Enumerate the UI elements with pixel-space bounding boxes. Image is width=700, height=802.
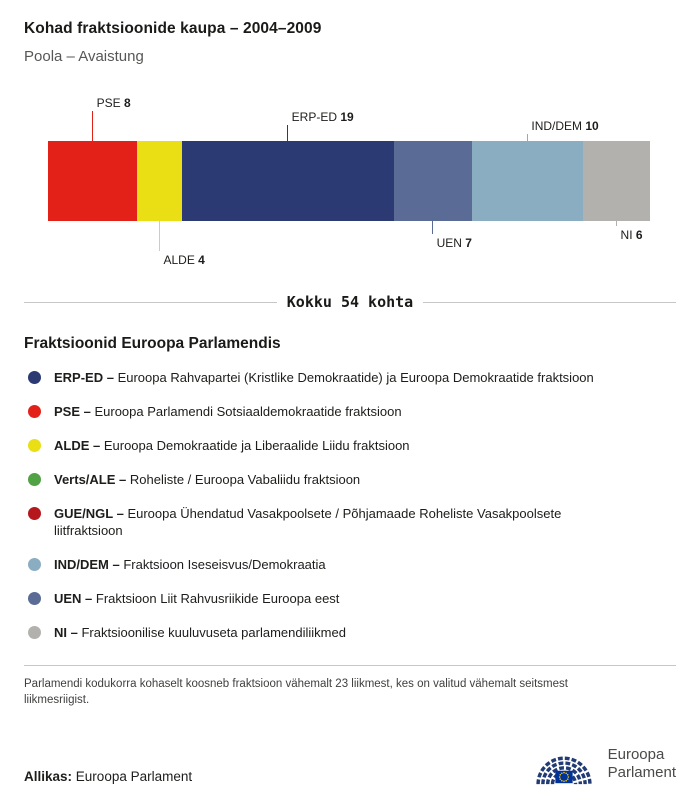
legend-color-dot-verts-ale [28,473,41,486]
legend-item-text: NI – Fraktsioonilise kuuluvuseta parlamendiliikmed [54,625,346,640]
bar-segment-alde [137,141,182,221]
ep-hemicycle-icon [530,740,598,788]
legend-color-dot-gue-ngl [28,507,41,520]
ep-logo-line1: Euroopa [607,746,665,763]
legend-item-text: IND/DEM – Fraktsioon Iseseisvus/Demokraatia [54,557,326,572]
callout-line-erp-ed [287,125,289,141]
bar-label-erp-ed: ERP-ED 19 [291,110,354,124]
footer-divider [24,665,676,666]
total-rule-right [423,302,676,303]
legend-item-ind-dem [24,556,676,573]
legend-color-dot-ni [28,626,41,639]
legend-item-pse [24,403,676,420]
ep-logo [530,740,676,788]
callout-line-ni [616,221,618,226]
bar-label-ni: NI 6 [620,228,643,242]
legend-item-uen [24,590,676,607]
legend-item-text: PSE – Euroopa Parlamendi Sotsiaaldemokraatide fraktsioon [54,404,402,419]
bar-segment-uen [394,141,472,221]
bar-segment-pse [48,141,137,221]
legend-item-text: Verts/ALE – Roheliste / Euroopa Vabaliidu fraktsioon [54,472,361,487]
bar-segment-erp-ed [182,141,394,221]
legend-color-dot-ind-dem [28,558,41,571]
legend [24,369,676,641]
bar-segment-ind-dem [472,141,583,221]
seat-chart [48,93,650,271]
ep-logo-line2: Parlament [607,764,676,781]
stacked-bar [48,141,650,221]
total-seats-label: Kokku 54 kohta [286,293,414,311]
bar-label-uen: UEN 7 [436,236,472,250]
legend-item-erp-ed [24,369,676,386]
total-rule-left [24,302,277,303]
total-seats-row [24,293,676,311]
callout-line-pse [92,111,94,141]
bar-segment-ni [583,141,650,221]
callout-line-ind-dem [527,134,529,141]
legend-color-dot-erp-ed [28,371,41,384]
legend-item-ni [24,624,676,641]
source-text: Euroopa Parlament [75,769,193,784]
bar-label-pse: PSE 8 [96,96,131,110]
eu-flag-icon [555,771,572,783]
legend-title: Fraktsioonid Euroopa Parlamendis [24,335,281,352]
legend-item-alde [24,437,676,454]
legend-color-dot-alde [28,439,41,452]
source-label: Allikas: [24,769,73,784]
bar-label-ind-dem: IND/DEM 10 [531,119,599,133]
source-row [24,740,676,788]
legend-item-text: ERP-ED – Euroopa Rahvapartei (Kristlike Demokraatide) ja Euroopa Demokraatide fraktsioon [54,370,594,385]
source [24,769,192,788]
legend-color-dot-pse [28,405,41,418]
legend-item-text: GUE/NGL – Euroopa Ühendatud Vasakpoolsete / Põhjamaade Roheliste Vasakpoolsete liitfraktsioon [54,506,562,538]
bar-label-alde: ALDE 4 [163,253,205,267]
legend-item-text: UEN – Fraktsioon Liit Rahvusriikide Euroopa eest [54,591,340,606]
callout-line-uen [432,221,434,234]
page-title: Kohad fraktsioonide kaupa – 2004–2009 [24,20,322,37]
legend-color-dot-uen [28,592,41,605]
legend-item-gue-ngl [24,505,676,539]
footnote: Parlamendi kodukorra kohaselt koosneb fraktsioon vähemalt 23 liikmest, kes on valitud vähemalt seitsmest liikmesriigist. [24,678,568,706]
callout-line-alde [159,221,161,251]
legend-item-verts-ale [24,471,676,488]
page-subtitle: Poola – Avaistung [24,48,144,65]
ep-logo-text [608,746,676,782]
legend-item-text: ALDE – Euroopa Demokraatide ja Liberaalide Liidu fraktsioon [54,438,410,453]
